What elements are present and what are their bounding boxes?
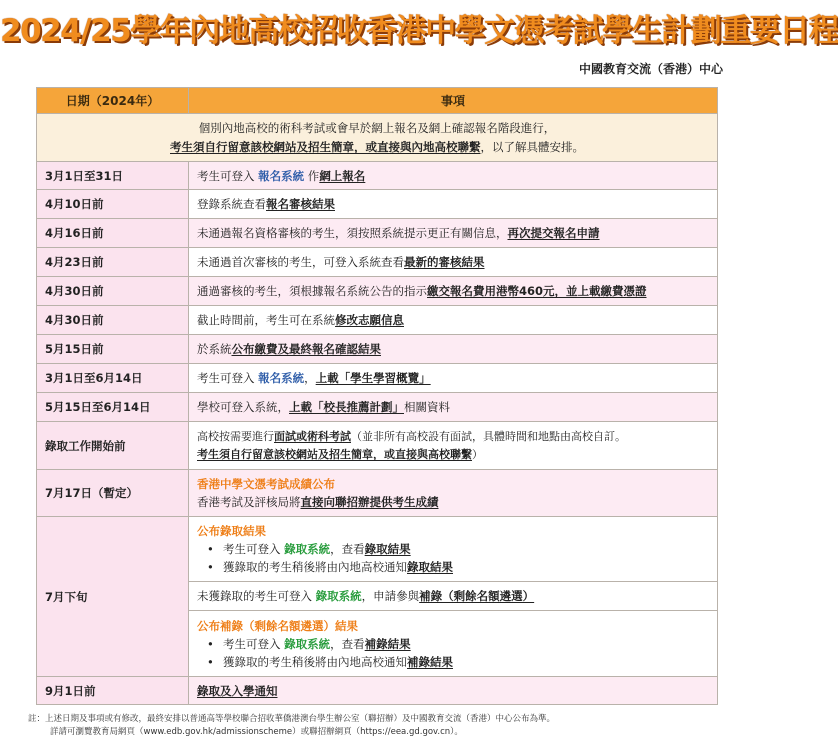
event-text: 學校可登入系統， bbox=[197, 400, 289, 414]
event-text: 未通過首次審核的考生，可登入系統查看 bbox=[197, 255, 404, 269]
table-row bbox=[37, 470, 718, 517]
row-date: 3月1日至31日 bbox=[37, 162, 189, 190]
system-name: 錄取系統 bbox=[284, 636, 331, 651]
bullet-icon: • bbox=[207, 636, 214, 651]
schedule-table bbox=[36, 87, 718, 705]
event-text: 考生可登入 bbox=[197, 371, 259, 385]
row-event bbox=[189, 248, 718, 277]
table-row bbox=[37, 219, 718, 248]
table-row bbox=[37, 422, 718, 470]
event-text: 獲錄取的考生稍後將由內地高校通知 bbox=[223, 654, 407, 669]
event-text: 通過審核的考生，須根據報名系統公告的指示 bbox=[197, 284, 427, 298]
bullet-list bbox=[197, 540, 709, 576]
row-date: 4月10日前 bbox=[37, 190, 189, 219]
row-event bbox=[189, 306, 718, 335]
column-header-date: 日期（2024年） bbox=[37, 88, 189, 114]
table-row bbox=[37, 364, 718, 393]
row-date: 3月1日至6月14日 bbox=[37, 364, 189, 393]
event-emphasis: 最新的審核結果 bbox=[404, 255, 485, 269]
event-text: 作 bbox=[304, 168, 320, 183]
event-emphasis: 補錄結果 bbox=[364, 636, 411, 651]
event-emphasis: 上載「學生學習概覽」 bbox=[315, 371, 431, 385]
row-event bbox=[189, 582, 718, 611]
bullet-icon: • bbox=[207, 542, 214, 556]
event-text: 高校按需要進行 bbox=[197, 429, 274, 443]
row-event bbox=[189, 470, 718, 517]
row-event bbox=[189, 219, 718, 248]
row-event bbox=[189, 677, 718, 705]
event-text: 未獲錄取的考生可登入 bbox=[197, 589, 316, 603]
row-date: 4月30日前 bbox=[37, 277, 189, 306]
event-emphasis: 公布繳費及最終報名確認結果 bbox=[231, 342, 381, 356]
intro-line-2 bbox=[43, 138, 711, 157]
event-text: ，查看 bbox=[330, 636, 365, 651]
row-date: 9月1日前 bbox=[37, 677, 189, 705]
table-header-row bbox=[37, 88, 718, 114]
row-date: 5月15日至6月14日 bbox=[37, 393, 189, 422]
event-emphasis: 修改志願信息 bbox=[335, 313, 404, 327]
row-date: 7月17日（暫定） bbox=[37, 470, 189, 517]
event-emphasis: 錄取結果 bbox=[407, 560, 453, 574]
system-name: 錄取系統 bbox=[315, 589, 362, 603]
page-title: 2024/25學年內地高校招收香港中學文憑考試學生計劃重要日程 bbox=[0, 13, 838, 49]
table-row bbox=[37, 190, 718, 219]
event-text: ，申請參與 bbox=[361, 589, 420, 603]
list-item bbox=[201, 635, 709, 653]
event-text: 於系統 bbox=[197, 342, 232, 356]
event-emphasis: 錄取結果 bbox=[364, 542, 411, 556]
event-text: ， bbox=[304, 371, 316, 385]
intro-row bbox=[37, 114, 718, 162]
event-text: 相關資料 bbox=[404, 400, 450, 414]
event-text: （並非所有高校設有面試，具體時間和地點由高校自訂。 bbox=[351, 429, 626, 443]
intro-emphasis: 考生須自行留意該校網站及招生簡章，或直接與內地高校聯繫 bbox=[170, 139, 481, 154]
organization-name: 中國教育交流（香港）中心 bbox=[578, 62, 723, 76]
event-text: 考生可登入 bbox=[223, 636, 285, 651]
event-heading: 香港中學文憑考試成績公布 bbox=[197, 477, 335, 491]
footnote-line-1: 註：上述日期及事項或有修改，最終安排以普通高等學校聯合招收華僑港澳台學生辦公室（聯招辦）及中國教育交流（香港）中心公布為準。 bbox=[28, 714, 556, 724]
intro-cell bbox=[37, 114, 718, 162]
row-event bbox=[189, 393, 718, 422]
event-heading: 公布補錄（剩餘名額遴選）結果 bbox=[197, 618, 358, 633]
event-text: 登錄系統查看 bbox=[197, 197, 266, 211]
footnote-line-2: 詳請可瀏覽教育局網頁（www.edb.gov.hk/admissionscheme）或聯招辦網頁（https://eea.gd.gov.cn）。 bbox=[50, 727, 463, 737]
event-emphasis: 再次提交報名申請 bbox=[507, 226, 600, 240]
row-event bbox=[189, 190, 718, 219]
bullet-list bbox=[197, 635, 709, 671]
event-text: 獲錄取的考生稍後將由內地高校通知 bbox=[223, 560, 407, 574]
row-date: 7月下旬 bbox=[37, 517, 189, 677]
system-name: 報名系統 bbox=[258, 371, 305, 385]
table-row bbox=[37, 335, 718, 364]
bullet-icon: • bbox=[207, 654, 214, 669]
row-date: 4月23日前 bbox=[37, 248, 189, 277]
row-event bbox=[189, 517, 718, 582]
event-emphasis: 面試或術科考試 bbox=[274, 429, 351, 443]
table-row bbox=[37, 677, 718, 705]
list-item bbox=[201, 540, 709, 558]
footnote bbox=[28, 713, 555, 739]
event-emphasis: 補錄結果 bbox=[407, 654, 453, 669]
event-text: 考生可登入 bbox=[197, 168, 259, 183]
row-event bbox=[189, 277, 718, 306]
row-event bbox=[189, 422, 718, 470]
event-text: ） bbox=[472, 447, 483, 461]
event-text: 香港考試及評核局將 bbox=[197, 495, 301, 509]
row-event bbox=[189, 611, 718, 677]
row-date: 4月30日前 bbox=[37, 306, 189, 335]
event-emphasis: 繳交報名費用港幣460元，並上載繳費憑證 bbox=[427, 284, 647, 298]
event-emphasis: 錄取及入學通知 bbox=[197, 683, 278, 698]
list-item bbox=[201, 653, 709, 671]
intro-tail: ，以了解具體安排。 bbox=[480, 139, 584, 154]
row-date: 4月16日前 bbox=[37, 219, 189, 248]
event-emphasis: 報名審核結果 bbox=[266, 197, 335, 211]
row-date: 錄取工作開始前 bbox=[37, 422, 189, 470]
row-event bbox=[189, 364, 718, 393]
table-row bbox=[37, 393, 718, 422]
row-date: 5月15日前 bbox=[37, 335, 189, 364]
system-name: 報名系統 bbox=[258, 168, 305, 183]
event-text: ，查看 bbox=[330, 542, 365, 556]
event-heading: 公布錄取結果 bbox=[197, 524, 266, 538]
column-header-event: 事項 bbox=[189, 88, 718, 114]
system-name: 錄取系統 bbox=[284, 542, 331, 556]
table-row bbox=[37, 517, 718, 582]
table-row bbox=[37, 248, 718, 277]
event-emphasis: 網上報名 bbox=[319, 168, 366, 183]
event-line bbox=[197, 493, 709, 511]
list-item bbox=[201, 558, 709, 576]
bullet-icon: • bbox=[207, 560, 214, 574]
event-emphasis: 考生須自行留意該校網站及招生簡章，或直接與高校聯繫 bbox=[197, 447, 472, 461]
event-text: 截止時間前，考生可在系統 bbox=[197, 313, 335, 327]
table-row bbox=[37, 306, 718, 335]
intro-line-1: 個別內地高校的術科考試或會早於網上報名及網上確認報名階段進行， bbox=[198, 120, 556, 135]
row-event bbox=[189, 335, 718, 364]
event-emphasis: 直接向聯招辦提供考生成績 bbox=[300, 495, 439, 509]
event-emphasis: 補錄（剩餘名額遴選） bbox=[419, 589, 535, 603]
table-row bbox=[37, 162, 718, 190]
event-emphasis: 上載「校長推薦計劃」 bbox=[289, 400, 404, 414]
event-text: 考生可登入 bbox=[223, 542, 285, 556]
row-event bbox=[189, 162, 718, 190]
table-row bbox=[37, 277, 718, 306]
event-text: 未通過報名資格審核的考生，須按照系統提示更正有關信息， bbox=[197, 226, 508, 240]
